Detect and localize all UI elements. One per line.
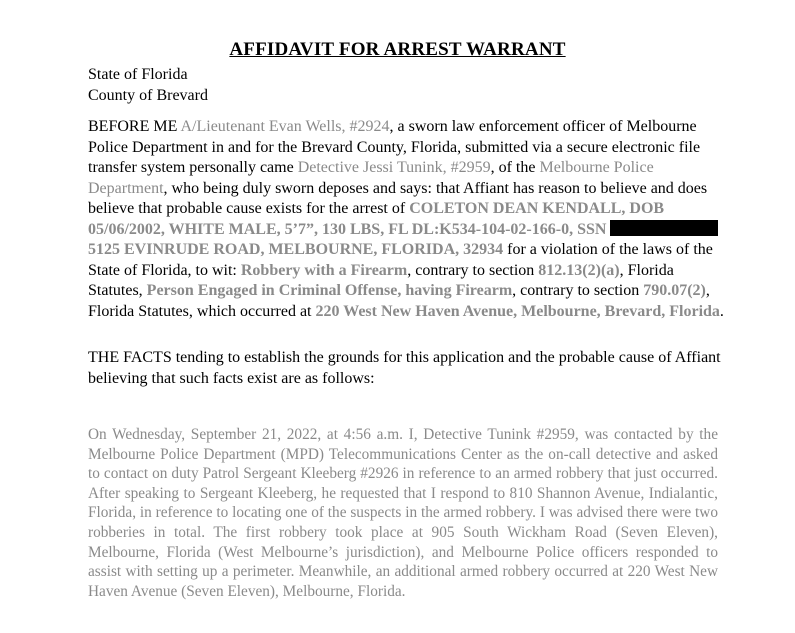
text-segment: , Florida Statutes, which occurred at	[88, 282, 710, 320]
text-segment: BEFORE ME	[88, 118, 181, 135]
venue-block	[88, 64, 208, 106]
charge-firearm: Person Engaged in Criminal Offense, having Firearm	[146, 282, 513, 299]
text-segment: , who being duly sworn deposes and says: that Affiant has reason to believe and does believe that probable cause exists for the arrest of	[88, 179, 708, 217]
text-segment: , a sworn law enforcement officer of Melbourne Police Department in and for the Brevard County, Florida, submitted via a secure electronic file transfer system personally came	[88, 118, 701, 176]
text-segment: , Florida Statutes,	[88, 261, 674, 299]
text-segment: , contrary to section	[512, 282, 644, 299]
statute-section-2: 790.07(2)	[643, 282, 706, 299]
affiant-name: Detective Jessi Tunink, #2959	[297, 159, 491, 176]
suspect-details: COLETON DEAN KENDALL, DOB 05/06/2002, WHITE MALE, 5’7”, 130 LBS, FL DL:K534-104-02-166-0, SSN	[88, 200, 665, 238]
charge-robbery: Robbery with a Firearm	[240, 261, 408, 279]
venue-county: County of Brevard	[88, 87, 208, 104]
department-name: Melbourne Police Department	[88, 159, 654, 197]
facts-narrative-paragraph: On Wednesday, September 21, 2022, at 4:56 a.m. I, Detective Tunink #2959, was contacted by the Melbourne Police Department (MPD) Telecommunications Center as the on-call detective and asked to contact on duty Patrol Sergeant Kleeberg #2926 in reference to an armed robbery that just occurred. After speaking to Sergeant Kleeberg, he requested that I respond to 810 Shannon Avenue, Indialantic, Florida, in reference to locating one of the suspects in the armed robbery. I was advised there were two robberies in total. The first robbery took place at 905 South Wickham Road (Seven Eleven), Melbourne, Florida (West Melbourne’s jurisdiction), and Melbourne Police officers responded to assist with setting up a perimeter. Meanwhile, an additional armed robbery occurred at 220 West New Haven Avenue (Seven Eleven), Melbourne, Florida.	[88, 426, 718, 600]
text-segment: , contrary to section	[407, 261, 539, 279]
text-segment: .	[719, 302, 724, 320]
text-segment: for a violation of the laws of the State of Florida, to wit:	[88, 241, 713, 279]
facts-intro-paragraph: THE FACTS tending to establish the grounds for this application and the probable cause of Affiant believing that such facts exist are as follows:	[88, 349, 721, 387]
officer-name: A/Lieutenant Evan Wells, #2924	[180, 118, 390, 135]
statute-section-1: 812.13(2)(a)	[538, 261, 620, 279]
text-segment: , of the	[490, 159, 540, 176]
document-title: AFFIDAVIT FOR ARREST WARRANT	[229, 39, 566, 60]
suspect-address: 5125 EVINRUDE ROAD, MELBOURNE, FLORIDA, 32934	[88, 241, 504, 258]
offense-location: 220 West New Haven Avenue, Melbourne, Brevard, Florida	[315, 302, 720, 320]
affidavit-paragraph	[88, 117, 728, 322]
redaction-box	[610, 220, 718, 236]
venue-state: State of Florida	[88, 66, 188, 83]
